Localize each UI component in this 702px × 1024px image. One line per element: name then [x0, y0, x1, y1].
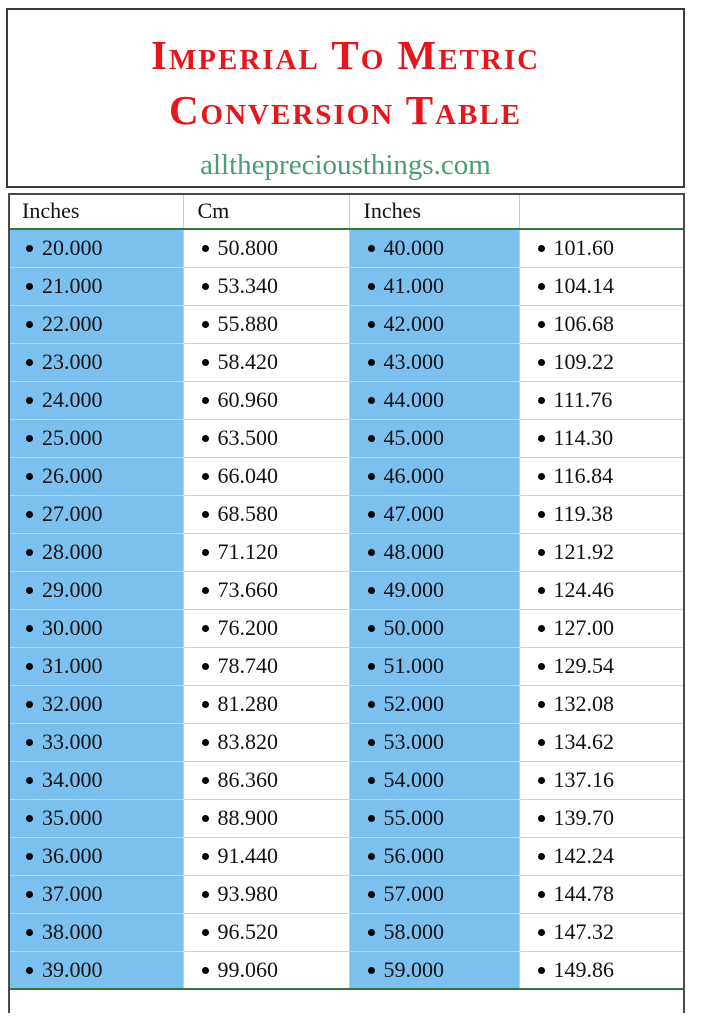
bullet-icon [26, 283, 33, 290]
table-cell [519, 381, 685, 419]
page-title-line-1: Imperial To Metric [150, 32, 541, 78]
cell-value: 53.000 [383, 729, 444, 754]
bullet-icon [368, 359, 375, 366]
table-cell [519, 419, 685, 457]
bullet-icon [202, 739, 209, 746]
cell-value: 51.000 [383, 653, 444, 678]
cell-value: 31.000 [42, 653, 103, 678]
cell-value: 109.22 [553, 349, 614, 374]
bullet-icon [202, 321, 209, 328]
cell-value: 48.000 [383, 539, 444, 564]
table-row [8, 647, 685, 685]
cell-value: 34.000 [42, 767, 103, 792]
cell-value: 93.980 [217, 881, 278, 906]
table-cell [349, 951, 519, 989]
cell-value: 44.000 [383, 387, 444, 412]
cell-value: 134.62 [553, 729, 614, 754]
cell-value: 32.000 [42, 691, 103, 716]
bullet-icon [202, 777, 209, 784]
cell-value: 88.900 [217, 805, 278, 830]
table-header [8, 194, 685, 230]
cell-value: 124.46 [553, 577, 614, 602]
cell-value: 56.000 [383, 843, 444, 868]
cell-value: 132.08 [553, 691, 614, 716]
bullet-icon [368, 587, 375, 594]
table-cell [519, 533, 685, 571]
table-cell [349, 381, 519, 419]
bullet-icon [538, 435, 545, 442]
table-cell [8, 419, 183, 457]
table-cell [8, 723, 183, 761]
cell-value: 22.000 [42, 311, 103, 336]
cell-value: 78.740 [217, 653, 278, 678]
table-cell [349, 495, 519, 533]
cell-value: 121.92 [553, 539, 614, 564]
bullet-icon [538, 321, 545, 328]
bullet-icon [26, 967, 33, 974]
table-cell [8, 229, 183, 267]
table-cell [349, 609, 519, 647]
cell-value: 139.70 [553, 805, 614, 830]
bullet-icon [368, 511, 375, 518]
bullet-icon [368, 549, 375, 556]
cell-value: 50.000 [383, 615, 444, 640]
table-cell [519, 495, 685, 533]
table-cell [519, 761, 685, 799]
table-cell [349, 647, 519, 685]
table-cell [183, 875, 349, 913]
table-row [8, 229, 685, 267]
cell-value: 46.000 [383, 463, 444, 488]
table-cell [183, 571, 349, 609]
table-cell [519, 609, 685, 647]
bullet-icon [26, 245, 33, 252]
cell-value: 36.000 [42, 843, 103, 868]
bullet-icon [26, 891, 33, 898]
cell-value: 116.84 [553, 463, 614, 488]
table-cell [183, 343, 349, 381]
bullet-icon [202, 397, 209, 404]
table-cell [519, 799, 685, 837]
cell-value: 21.000 [42, 273, 103, 298]
table-cell [183, 609, 349, 647]
table-row [8, 305, 685, 343]
bullet-icon [368, 777, 375, 784]
table-cell [8, 951, 183, 989]
bullet-icon [538, 283, 545, 290]
cell-value: 127.00 [553, 615, 614, 640]
cell-value: 27.000 [42, 501, 103, 526]
table-cell [8, 495, 183, 533]
bullet-icon [368, 245, 375, 252]
page-title-line-2: Conversion Table [168, 87, 523, 134]
bullet-icon [202, 891, 209, 898]
table-row [8, 685, 685, 723]
bullet-icon [202, 625, 209, 632]
cell-value: 45.000 [383, 425, 444, 450]
bullet-icon [538, 397, 545, 404]
bullet-icon [202, 929, 209, 936]
conversion-table [8, 193, 685, 990]
table-row [8, 381, 685, 419]
cell-value: 28.000 [42, 539, 103, 564]
table-cell [8, 381, 183, 419]
cell-value: 25.000 [42, 425, 103, 450]
bullet-icon [368, 435, 375, 442]
cell-value: 91.440 [217, 843, 278, 868]
cell-value: 114.30 [553, 425, 614, 450]
cell-value: 49.000 [383, 577, 444, 602]
cell-value: 86.360 [217, 767, 278, 792]
table-cell [519, 457, 685, 495]
cell-value: 55.000 [383, 805, 444, 830]
cell-value: 58.420 [217, 349, 278, 374]
table-cell [519, 685, 685, 723]
bullet-icon [202, 283, 209, 290]
cell-value: 142.24 [553, 843, 614, 868]
cell-value: 58.000 [383, 919, 444, 944]
table-cell [519, 913, 685, 951]
cell-value: 43.000 [383, 349, 444, 374]
table-cell [519, 647, 685, 685]
cell-value: 83.820 [217, 729, 278, 754]
bullet-icon [368, 739, 375, 746]
table-row [8, 913, 685, 951]
table-cell [8, 837, 183, 875]
table-cell [8, 571, 183, 609]
bullet-icon [202, 967, 209, 974]
cell-value: 96.520 [217, 919, 278, 944]
table-cell [519, 875, 685, 913]
cell-value: 68.580 [217, 501, 278, 526]
table-cell [183, 305, 349, 343]
bullet-icon [368, 967, 375, 974]
cell-value: 37.000 [42, 881, 103, 906]
bullet-icon [368, 815, 375, 822]
cell-value: 59.000 [383, 956, 444, 982]
cell-value: 129.54 [553, 653, 614, 678]
bullet-icon [26, 815, 33, 822]
table-cell [8, 267, 183, 305]
cell-value: 73.660 [217, 577, 278, 602]
table-cell [8, 875, 183, 913]
bullet-icon [538, 359, 545, 366]
cell-value: 35.000 [42, 805, 103, 830]
table-cell [349, 343, 519, 381]
bullet-icon [26, 397, 33, 404]
table-cell [349, 267, 519, 305]
bullet-icon [202, 511, 209, 518]
cell-value: 50.800 [217, 235, 278, 261]
bullet-icon [538, 701, 545, 708]
bullet-icon [202, 245, 209, 252]
table-cell [519, 837, 685, 875]
bullet-icon [26, 549, 33, 556]
table-cell [349, 875, 519, 913]
table-cell [183, 837, 349, 875]
bullet-icon [26, 929, 33, 936]
bullet-icon [368, 321, 375, 328]
table-cell [519, 267, 685, 305]
bullet-icon [202, 359, 209, 366]
bullet-icon [26, 625, 33, 632]
bullet-icon [538, 245, 545, 252]
cell-value: 53.340 [217, 273, 278, 298]
column-header-inches-1: Inches [8, 194, 183, 230]
bullet-icon [26, 663, 33, 670]
table-row [8, 267, 685, 305]
cell-value: 71.120 [217, 539, 278, 564]
cell-value: 149.86 [553, 956, 614, 982]
bullet-icon [538, 853, 545, 860]
bullet-icon [538, 549, 545, 556]
bullet-icon [368, 853, 375, 860]
bullet-icon [368, 283, 375, 290]
bullet-icon [368, 473, 375, 480]
bullet-icon [538, 511, 545, 518]
bullet-icon [538, 625, 545, 632]
table-row [8, 799, 685, 837]
bullet-icon [368, 397, 375, 404]
table-cell [349, 761, 519, 799]
table-cell [8, 457, 183, 495]
table-cell [183, 799, 349, 837]
table-row [8, 457, 685, 495]
cell-value: 33.000 [42, 729, 103, 754]
bullet-icon [538, 967, 545, 974]
table-cell [8, 305, 183, 343]
table-cell [183, 457, 349, 495]
table-body [8, 229, 685, 989]
table-cell [349, 571, 519, 609]
table-cell [8, 609, 183, 647]
cell-value: 99.060 [217, 956, 278, 982]
bullet-icon [202, 587, 209, 594]
conversion-table-wrapper [8, 193, 685, 990]
table-cell [349, 723, 519, 761]
bullet-icon [368, 625, 375, 632]
cell-value: 119.38 [553, 501, 614, 526]
table-cell [8, 913, 183, 951]
table-cell [183, 533, 349, 571]
bullet-icon [538, 929, 545, 936]
cell-value: 66.040 [217, 463, 278, 488]
column-header-cm-1: Cm [183, 194, 349, 230]
table-cell [519, 571, 685, 609]
bullet-icon [368, 701, 375, 708]
table-cell [349, 533, 519, 571]
cell-value: 106.68 [553, 311, 614, 336]
cell-value: 76.200 [217, 615, 278, 640]
site-url: allthepreciousthings.com [200, 148, 491, 181]
table-row [8, 533, 685, 571]
bullet-icon [202, 853, 209, 860]
table-cell [349, 305, 519, 343]
bullet-icon [26, 739, 33, 746]
table-cell [183, 381, 349, 419]
cell-value: 41.000 [383, 273, 444, 298]
bullet-icon [26, 511, 33, 518]
table-row [8, 761, 685, 799]
table-row [8, 495, 685, 533]
bullet-icon [26, 321, 33, 328]
table-cell [8, 647, 183, 685]
cell-value: 39.000 [42, 956, 103, 982]
bullet-icon [26, 359, 33, 366]
cell-value: 20.000 [42, 235, 103, 261]
bullet-icon [538, 815, 545, 822]
table-cell [183, 685, 349, 723]
bullet-icon [202, 549, 209, 556]
bullet-icon [368, 663, 375, 670]
table-cell [8, 685, 183, 723]
table-cell [349, 229, 519, 267]
table-cell [183, 495, 349, 533]
column-header-cm-2 [519, 194, 685, 230]
cell-value: 104.14 [553, 273, 614, 298]
bullet-icon [202, 473, 209, 480]
table-cell [183, 647, 349, 685]
table-cell [183, 761, 349, 799]
table-row [8, 343, 685, 381]
cell-value: 137.16 [553, 767, 614, 792]
bullet-icon [538, 473, 545, 480]
cell-value: 24.000 [42, 387, 103, 412]
table-cell [183, 951, 349, 989]
cell-value: 42.000 [383, 311, 444, 336]
cell-value: 63.500 [217, 425, 278, 450]
bullet-icon [538, 663, 545, 670]
cell-value: 81.280 [217, 691, 278, 716]
bullet-icon [26, 853, 33, 860]
table-cell [519, 723, 685, 761]
table-row [8, 723, 685, 761]
bullet-icon [26, 587, 33, 594]
bullet-icon [202, 815, 209, 822]
cell-value: 111.76 [553, 387, 613, 412]
bullet-icon [538, 739, 545, 746]
bullet-icon [538, 891, 545, 898]
table-cell [183, 229, 349, 267]
table-cell [349, 799, 519, 837]
cell-value: 144.78 [553, 881, 614, 906]
table-cell [519, 305, 685, 343]
title-card [6, 8, 685, 188]
cell-value: 55.880 [217, 311, 278, 336]
table-cell [519, 229, 685, 267]
table-cell [8, 533, 183, 571]
bullet-icon [538, 777, 545, 784]
table-cell [519, 951, 685, 989]
table-cell [349, 457, 519, 495]
table-row [8, 419, 685, 457]
table-cell [183, 723, 349, 761]
table-cell [183, 267, 349, 305]
table-cell [349, 685, 519, 723]
cell-value: 40.000 [383, 235, 444, 261]
table-cell [8, 799, 183, 837]
cell-value: 57.000 [383, 881, 444, 906]
table-cell [349, 913, 519, 951]
cell-value: 147.32 [553, 919, 614, 944]
table-row [8, 571, 685, 609]
cell-value: 60.960 [217, 387, 278, 412]
bullet-icon [26, 435, 33, 442]
table-cell [8, 761, 183, 799]
table-cell [183, 419, 349, 457]
table-cell [519, 343, 685, 381]
bullet-icon [368, 891, 375, 898]
bullet-icon [202, 663, 209, 670]
table-cell [183, 913, 349, 951]
table-row [8, 609, 685, 647]
bullet-icon [26, 473, 33, 480]
table-header-row [8, 194, 685, 230]
bullet-icon [368, 929, 375, 936]
cell-value: 47.000 [383, 501, 444, 526]
bullet-icon [202, 435, 209, 442]
table-row [8, 837, 685, 875]
bullet-icon [538, 587, 545, 594]
column-header-inches-2: Inches [349, 194, 519, 230]
cell-value: 101.60 [553, 235, 614, 261]
table-cell [8, 343, 183, 381]
cell-value: 38.000 [42, 919, 103, 944]
cell-value: 26.000 [42, 463, 103, 488]
cell-value: 29.000 [42, 577, 103, 602]
cell-value: 54.000 [383, 767, 444, 792]
cell-value: 52.000 [383, 691, 444, 716]
table-cell [349, 837, 519, 875]
bullet-icon [26, 701, 33, 708]
table-row [8, 951, 685, 989]
bullet-icon [202, 701, 209, 708]
cell-value: 30.000 [42, 615, 103, 640]
bullet-icon [26, 777, 33, 784]
cell-value: 23.000 [42, 349, 103, 374]
table-row [8, 875, 685, 913]
table-cell [349, 419, 519, 457]
